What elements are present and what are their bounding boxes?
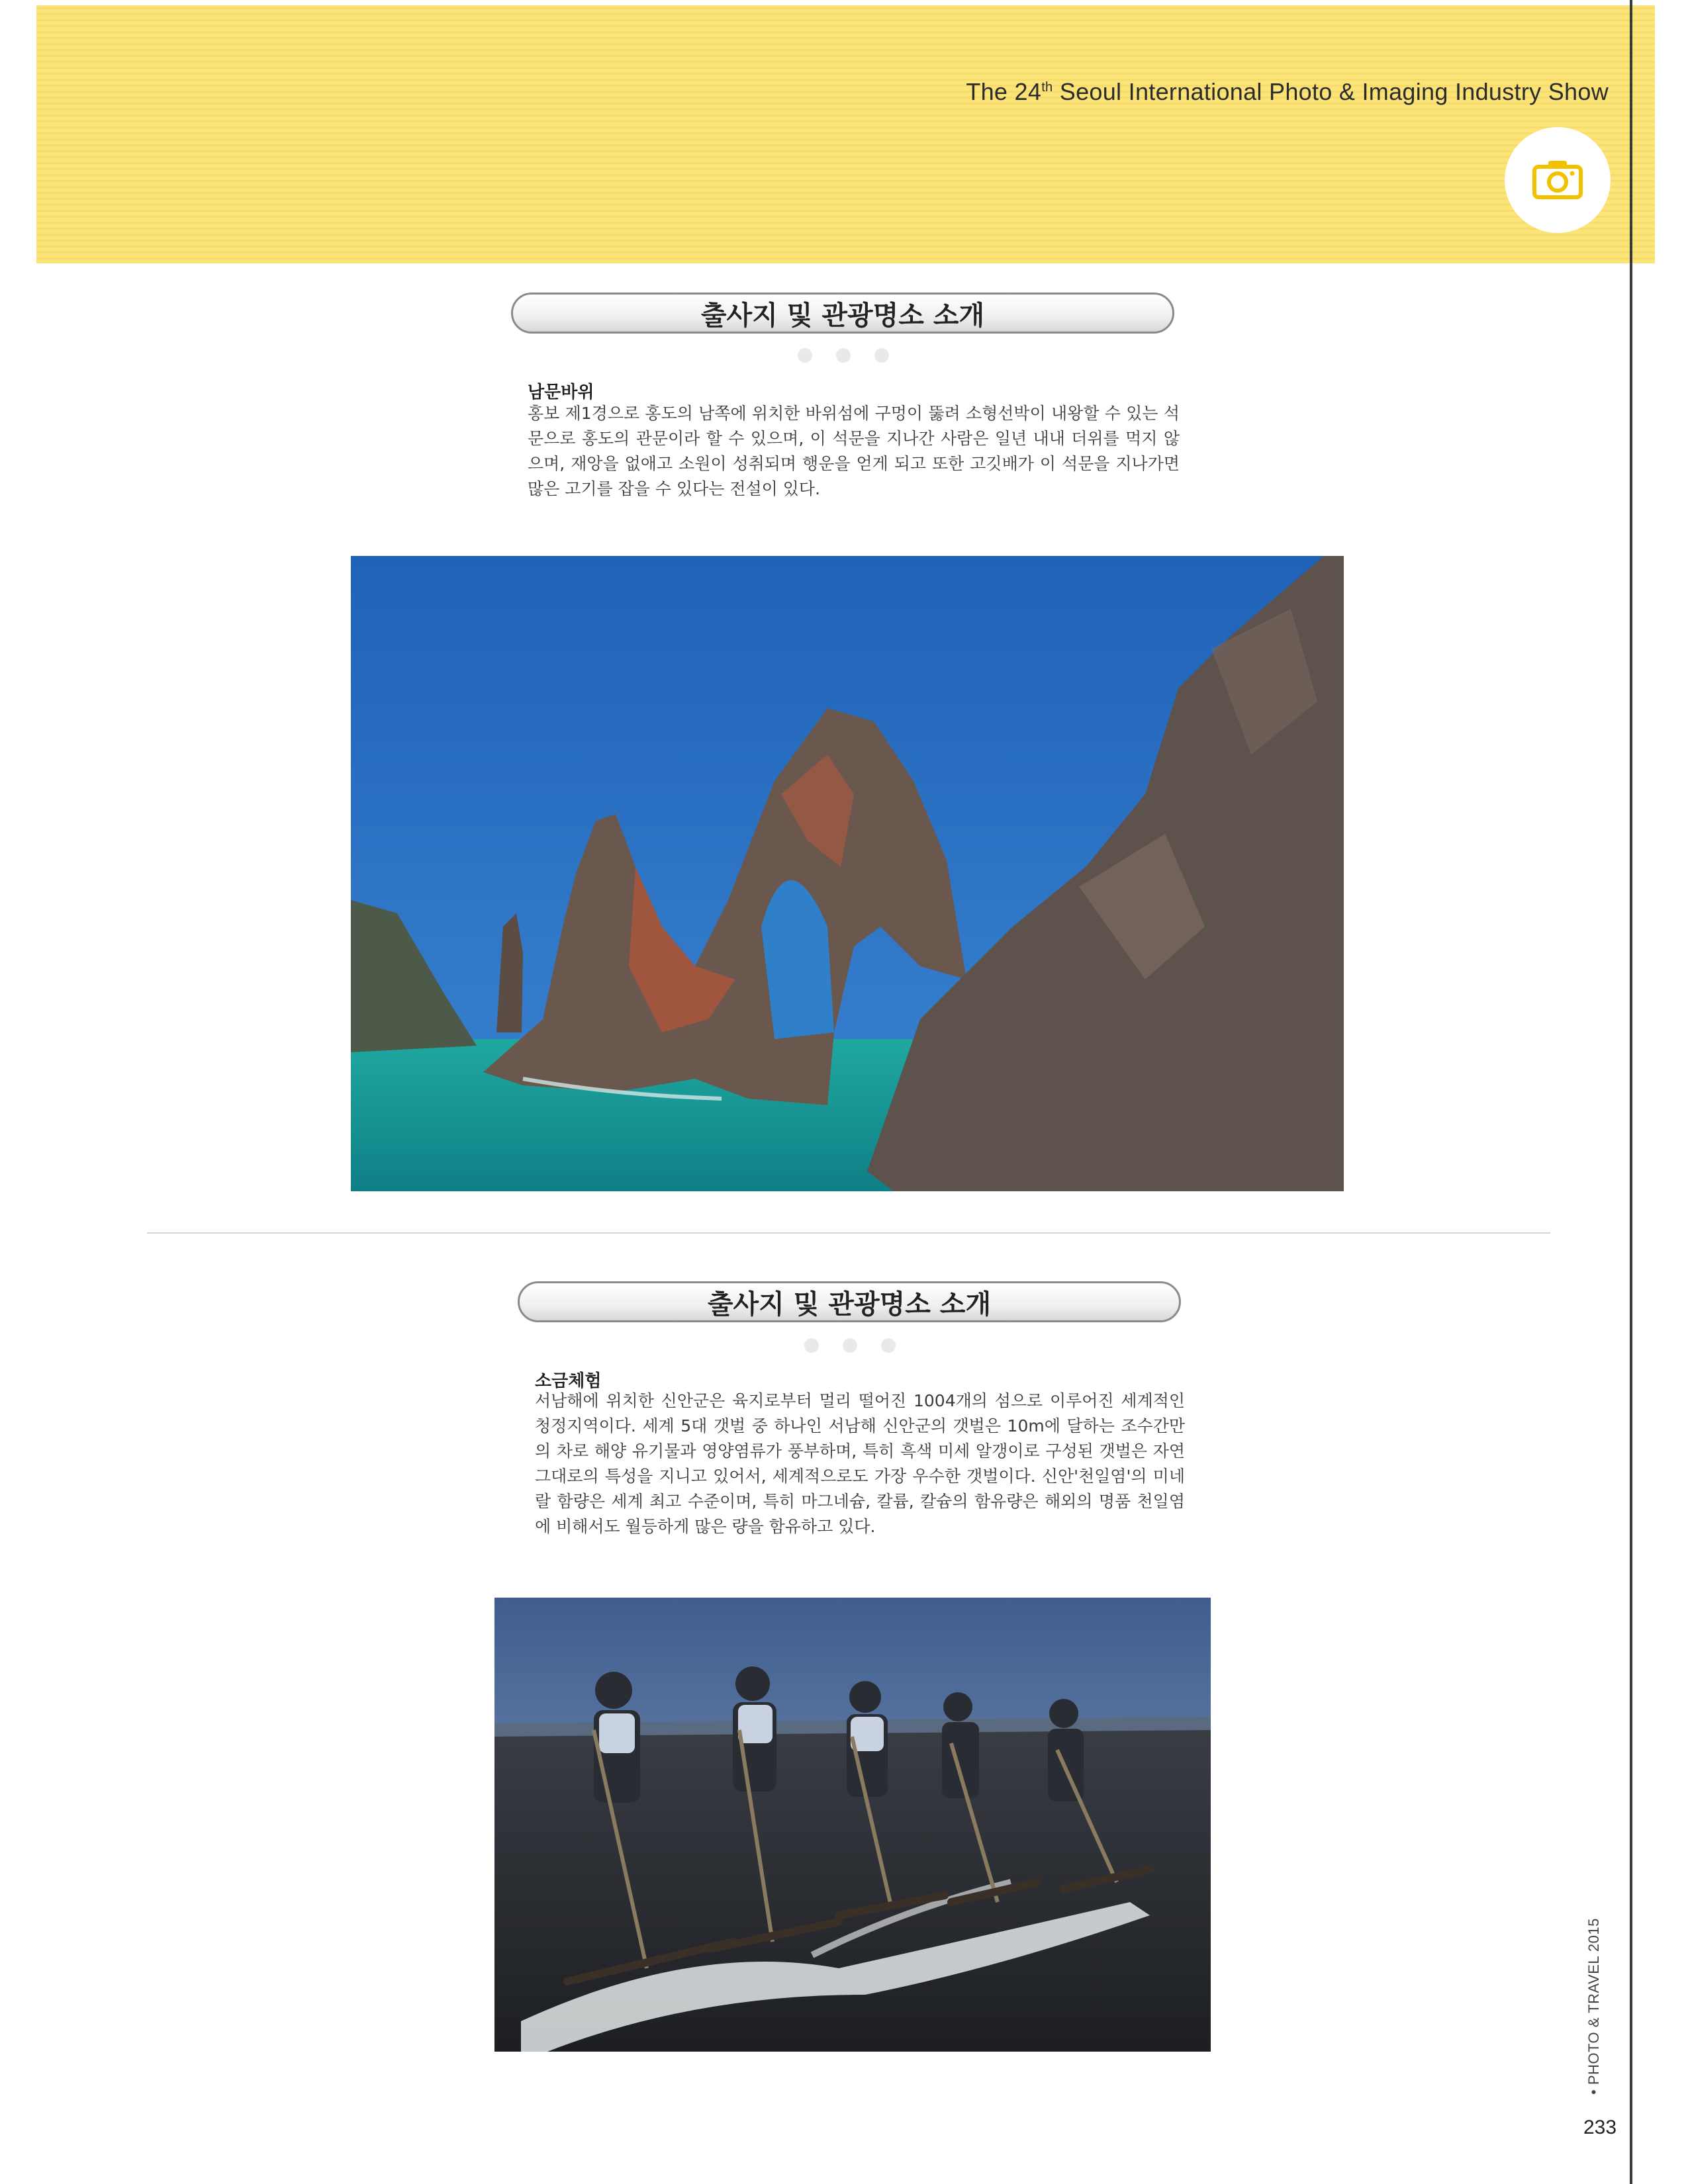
photo-sea-arch-rock: [351, 556, 1344, 1191]
decorative-dots: [798, 348, 889, 363]
section-body: 홍보 제1경으로 홍도의 남쪽에 위치한 바위섬에 구멍이 뚫려 소형선박이 내왕할 수 있는 석문으로 홍도의 관문이라 할 수 있으며, 이 석문을 지나간 사람은 일년 내내 더위를 먹지 않으며, 재앙을 없애고 소원이 성취되며 행운을 얻게 되고 또한 고깃배가 이 석문을 지나가면 많은 고기를 잡을 수 있다는 전설이 있다.: [528, 404, 1180, 498]
section-divider: [147, 1232, 1550, 1234]
show-title: The 24th Seoul International Photo & Imaging Industry Show: [966, 78, 1609, 105]
magazine-credit: • PHOTO & TRAVEL 2015: [1585, 1918, 1602, 2095]
camera-badge: [1505, 127, 1611, 233]
section-title-pill: [511, 293, 1174, 334]
camera-icon: [1532, 159, 1583, 200]
header-band: [36, 5, 1655, 263]
page-number: 233: [1583, 2116, 1617, 2138]
section-subhead: 남문바위: [528, 383, 594, 402]
photo-salt-farm-workers: [494, 1598, 1211, 2052]
section-title-pill: [518, 1281, 1181, 1322]
section-title: 출사지 및 관광명소 소개: [700, 300, 985, 331]
section-body: 서남해에 위치한 신안군은 육지로부터 멀리 떨어진 1004개의 섬으로 이루어진 세계적인 청정지역이다. 세계 5대 갯벌 중 하나인 서남해 신안군의 갯벌은 10m에 달하는 조수간만의 차로 해양 유기물과 영양염류가 풍부하며, 특히 흑색 미세 알갱이로 구성된 갯벌은 자연 그대로의 특성을 지니고 있어서, 세계적으로도 가장 우수한 갯벌이다. 신안'천일염'의 미네랄 함량은 세계 최고 수준이며, 특히 마그네슘, 칼륨, 칼슘의 함유량은 해외의 명품 천일염에 비해서도 월등하게 많은 량을 함유하고 있다.: [535, 1391, 1185, 1536]
section-title: 출사지 및 관광명소 소개: [707, 1289, 992, 1320]
page-edge: [1630, 0, 1632, 2184]
decorative-dots: [804, 1338, 896, 1353]
section-subhead: 소금체험: [535, 1371, 602, 1391]
